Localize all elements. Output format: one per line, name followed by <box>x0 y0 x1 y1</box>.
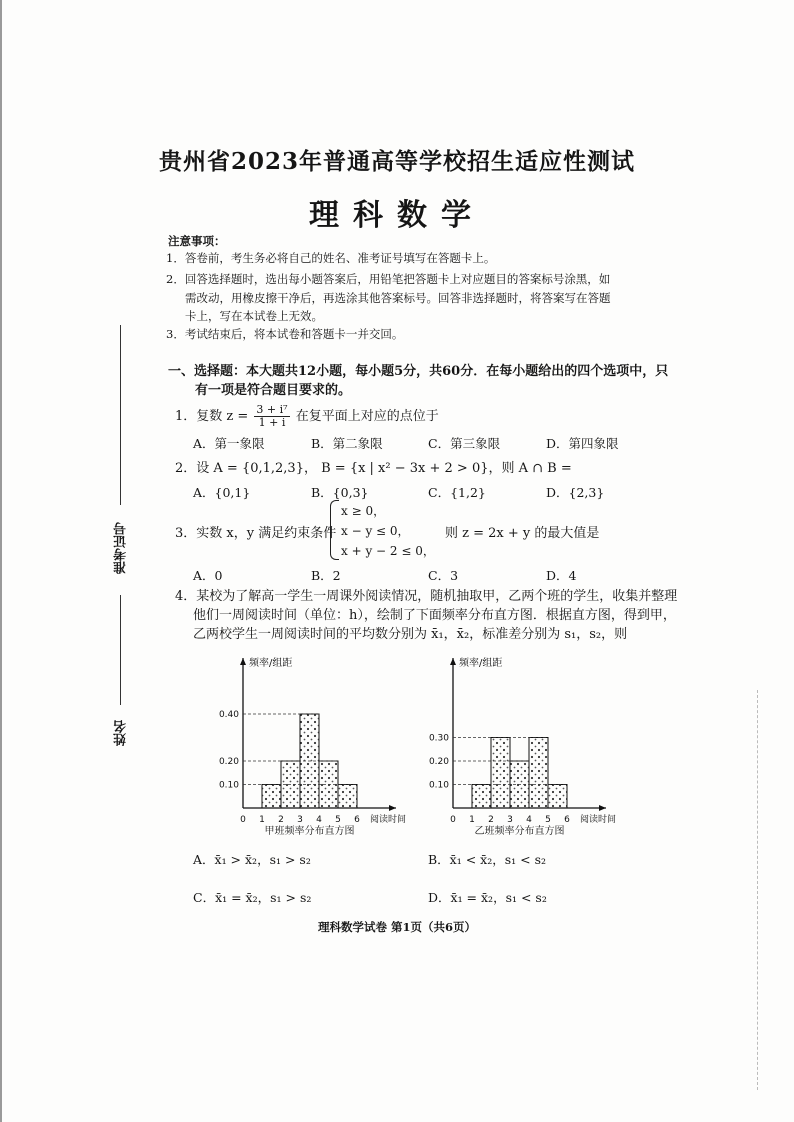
q3-brace <box>330 500 339 560</box>
chart-caption: 甲班频率分布直方图 <box>264 826 355 837</box>
x-tick-label: 2 <box>488 815 494 825</box>
notice-item-2-cont: 需改动，用橡皮擦干净后，再选涂其他答案标号。回答非选择题时，将答案写在答题 <box>185 291 611 305</box>
q4-option-a: A．x̄₁ > x̄₂，s₁ > s₂ <box>193 852 311 867</box>
q1-fraction <box>254 404 289 429</box>
q2-option-d: D．{2,3} <box>546 485 605 500</box>
q3-suffix: 则 z = 2x + y 的最大值是 <box>445 526 600 541</box>
y-axis-arrow <box>240 658 246 665</box>
exam-title: 贵州省2023年普通高等学校招生适应性测试 <box>158 148 635 175</box>
question-2: 2．设 A = {0,1,2,3}， B = {x | x² − 3x + 2 > 0}，则 A ∩ B = <box>175 461 572 476</box>
q3-option-b: B．2 <box>311 568 341 583</box>
question-4: 4．某校为了解高一学生一周课外阅读情况，随机抽取甲，乙两个班的学生，收集并整理 <box>175 589 678 604</box>
q3-condition-3: x + y − 2 ≤ 0， <box>341 544 435 558</box>
histogram-class-yi <box>425 650 635 840</box>
q1-option-a: A．第一象限 <box>193 436 265 451</box>
y-tick-label: 0.30 <box>428 733 449 744</box>
exam-subtitle: 理科数学 <box>309 198 485 233</box>
x-tick-label: 6 <box>564 815 570 825</box>
x-axis-arrow <box>389 805 396 811</box>
q2-option-a: A．{0,1} <box>193 485 251 500</box>
x-axis-label: 阅读时间 <box>369 815 407 825</box>
q1-option-b: B．第二象限 <box>311 436 383 451</box>
question-1 <box>175 404 439 429</box>
q1-denominator: 1 + i <box>258 416 286 429</box>
y-tick-label: 0.20 <box>218 757 239 767</box>
notice-item-2-end: 卡上，写在本试卷上无效。 <box>185 309 323 323</box>
x-axis-arrow <box>599 805 606 811</box>
histogram-bar <box>529 738 548 809</box>
x-tick-label: 4 <box>526 815 532 825</box>
q3-condition-2: x − y ≤ 0， <box>341 524 410 538</box>
q3-option-a: A．0 <box>193 568 223 583</box>
histogram-bar <box>491 738 510 809</box>
y-axis-label: 频率/组距 <box>459 658 503 669</box>
section-heading: 一、选择题：本大题共12小题，每小题5分，共60分．在每小题给出的四个选项中，只 <box>168 364 669 379</box>
y-tick-label: 0.20 <box>428 757 449 767</box>
q1-suffix: 在复平面上对应的点位于 <box>295 409 439 424</box>
q1-prefix: 1．复数 z = <box>175 409 249 424</box>
x-tick-label: 0 <box>450 815 456 825</box>
name-line-top <box>120 595 121 705</box>
notice-item-2: 2．回答选择题时，选出每小题答案后，用铅笔把答题卡上对应题目的答案标号涂黑，如 <box>166 272 611 286</box>
exam-no-label: 准考证号 <box>114 522 129 574</box>
q4-option-d: D．x̄₁ = x̄₂，s₁ < s₂ <box>428 890 547 905</box>
x-tick-label: 4 <box>316 815 322 825</box>
x-tick-label: 2 <box>278 815 284 825</box>
notice-item-1: 1．答卷前，考生务必将自己的姓名、准考证号填写在答题卡上。 <box>166 251 496 265</box>
x-tick-label: 0 <box>240 815 246 825</box>
y-tick-label: 0.40 <box>218 710 239 720</box>
histogram-bar <box>262 785 281 809</box>
notice-heading: 注意事项： <box>168 234 226 248</box>
q4-option-b: B．x̄₁ < x̄₂，s₁ < s₂ <box>428 852 546 867</box>
question-4-line-3: 乙两校学生一周阅读时间的平均数分别为 x̄₁，x̄₂，标准差分别为 s₁，s₂，则 <box>193 627 628 642</box>
cut-line <box>757 690 758 1090</box>
x-axis-label: 阅读时间 <box>579 815 617 825</box>
histogram-class-jia <box>215 650 425 840</box>
question-4-line-2: 他们一周阅读时间（单位：h），绘制了下面频率分布直方图．根据直方图，得到甲， <box>193 608 676 623</box>
histogram-bar <box>472 785 491 809</box>
y-axis-arrow <box>450 658 456 665</box>
histogram-bar <box>338 785 357 809</box>
question-3: 3．实数 x，y 满足约束条件 <box>175 526 337 541</box>
x-tick-label: 5 <box>335 815 341 825</box>
q1-option-d: D．第四象限 <box>546 436 619 451</box>
q2-option-c: C．{1,2} <box>428 485 486 500</box>
histogram-bar <box>548 785 567 809</box>
chart-caption: 乙班频率分布直方图 <box>474 826 565 837</box>
x-tick-label: 6 <box>354 815 360 825</box>
x-tick-label: 5 <box>545 815 551 825</box>
x-tick-label: 1 <box>259 815 265 825</box>
x-tick-label: 1 <box>469 815 475 825</box>
q4-option-c: C．x̄₁ = x̄₂，s₁ > s₂ <box>193 890 312 905</box>
y-tick-label: 0.10 <box>218 780 239 791</box>
q3-option-c: C．3 <box>428 568 459 583</box>
page-footer: 理科数学试卷 第1页（共6页） <box>317 920 476 934</box>
q3-option-d: D．4 <box>546 568 577 583</box>
y-axis-label: 频率/组距 <box>249 658 293 669</box>
q1-option-c: C．第三象限 <box>428 436 501 451</box>
y-tick-label: 0.10 <box>428 780 449 791</box>
q2-option-b: B．{0,3} <box>311 485 369 500</box>
notice-item-3: 3．考试结束后，将本试卷和答题卡一并交回。 <box>166 327 404 341</box>
exam-no-line <box>120 325 121 505</box>
x-tick-label: 3 <box>297 815 303 825</box>
q1-numerator: 3 + i⁷ <box>256 403 288 416</box>
section-heading-cont: 有一项是符合题目要求的。 <box>195 383 352 398</box>
x-tick-label: 3 <box>507 815 513 825</box>
name-label: 姓名 <box>114 720 129 746</box>
q3-condition-1: x ≥ 0， <box>341 504 386 518</box>
